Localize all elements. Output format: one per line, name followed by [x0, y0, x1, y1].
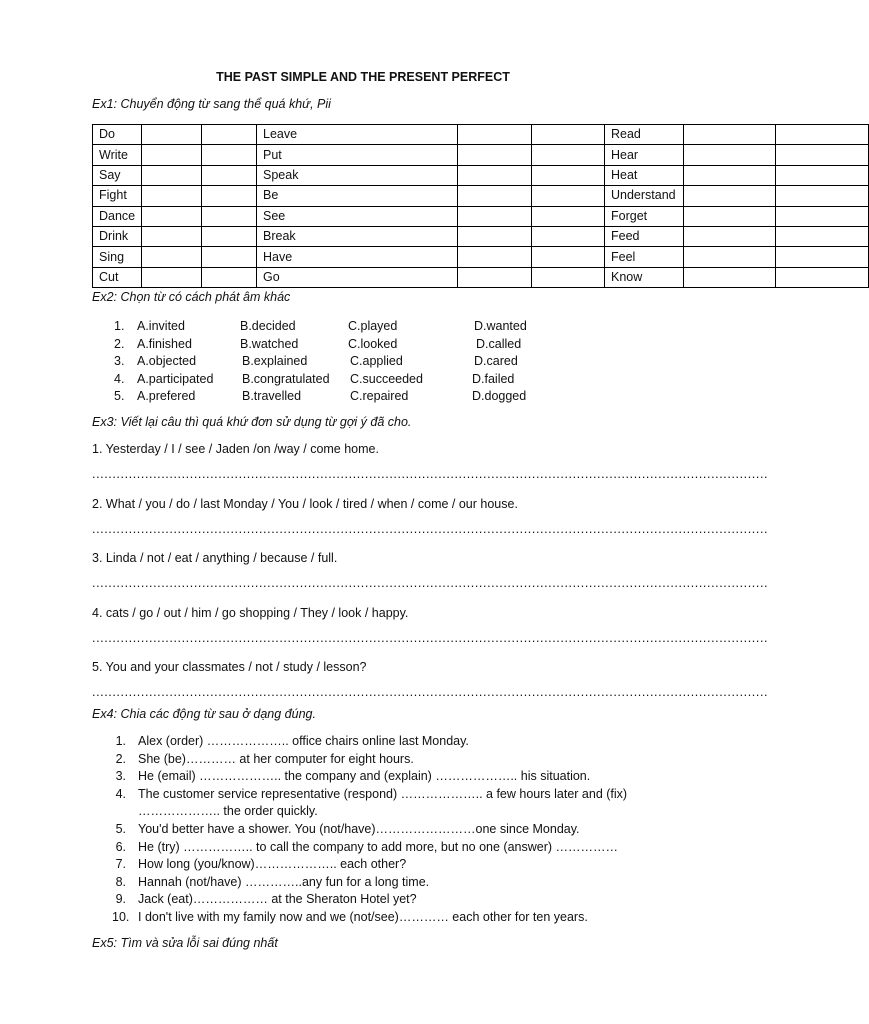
- verb-cell: Do: [93, 125, 142, 145]
- option-b[interactable]: B.travelled: [242, 389, 302, 404]
- past-participle-blank[interactable]: [532, 247, 605, 267]
- verb-table-row: [93, 165, 869, 185]
- past-participle-blank[interactable]: [776, 226, 869, 246]
- option-a[interactable]: A.invited: [137, 319, 185, 333]
- answer-line[interactable]: ......................................................................................................................................................................: [92, 467, 769, 481]
- past-form-blank[interactable]: [142, 247, 202, 267]
- option-c[interactable]: C.repaired: [350, 389, 409, 404]
- item-text: How long (you/know)……………….. each other?: [138, 857, 407, 872]
- verb-cell: Know: [605, 267, 684, 287]
- verb-cell: Break: [257, 226, 458, 246]
- past-participle-blank[interactable]: [532, 206, 605, 226]
- verb-cell: Leave: [257, 125, 458, 145]
- verb-table-row: [93, 145, 869, 165]
- item-text: ……………….. the order quickly.: [138, 804, 318, 819]
- verb-cell: Have: [257, 247, 458, 267]
- past-form-blank[interactable]: [684, 186, 776, 206]
- verb-table-row: [93, 206, 869, 226]
- answer-line[interactable]: ......................................................................................................................................................................: [92, 630, 769, 645]
- past-form-blank[interactable]: [142, 125, 202, 145]
- past-participle-blank[interactable]: [776, 186, 869, 206]
- item-number: 1.: [115, 734, 126, 748]
- option-a[interactable]: A.objected: [137, 354, 197, 369]
- past-form-blank[interactable]: [684, 247, 776, 267]
- ex4-heading: Ex4: Chia các động từ sau ở dạng đúng.: [92, 707, 316, 721]
- option-c[interactable]: C.played: [348, 319, 398, 333]
- option-d[interactable]: D.cared: [474, 354, 518, 369]
- past-participle-blank[interactable]: [202, 267, 257, 287]
- item-number: 4.: [115, 786, 126, 801]
- past-form-blank[interactable]: [458, 206, 532, 226]
- verb-cell: Say: [93, 165, 142, 185]
- page-title: THE PAST SIMPLE AND THE PRESENT PERFECT: [216, 70, 510, 84]
- past-participle-blank[interactable]: [202, 247, 257, 267]
- item-number: 8.: [115, 874, 126, 889]
- past-participle-blank[interactable]: [776, 165, 869, 185]
- option-b[interactable]: B.decided: [240, 319, 296, 333]
- past-participle-blank[interactable]: [202, 226, 257, 246]
- answer-line[interactable]: ......................................................................................................................................................................: [92, 685, 769, 699]
- verb-cell: Sing: [93, 247, 142, 267]
- verb-cell: See: [257, 206, 458, 226]
- item-text: Jack (eat)……………… at the Sheraton Hotel yet?: [138, 892, 417, 907]
- option-b[interactable]: B.explained: [242, 354, 308, 369]
- verb-table-row: [93, 267, 869, 287]
- past-participle-blank[interactable]: [532, 145, 605, 165]
- item-number: 5.: [114, 389, 125, 404]
- verb-cell: Put: [257, 145, 458, 165]
- verb-cell: Drink: [93, 226, 142, 246]
- item-text: She (be)………… at her computer for eight hours.: [138, 751, 414, 766]
- item-number: 4.: [114, 371, 125, 386]
- ex3-prompt: 4. cats / go / out / him / go shopping / They / look / happy.: [92, 605, 409, 620]
- item-text: Hannah (not/have) …………..any fun for a long time.: [138, 874, 430, 889]
- past-participle-blank[interactable]: [776, 125, 869, 145]
- item-number: 2.: [115, 751, 126, 766]
- verb-cell: Hear: [605, 145, 684, 165]
- past-form-blank[interactable]: [142, 267, 202, 287]
- past-form-blank[interactable]: [458, 226, 532, 246]
- past-form-blank[interactable]: [684, 206, 776, 226]
- past-participle-blank[interactable]: [202, 165, 257, 185]
- past-form-blank[interactable]: [142, 186, 202, 206]
- option-d[interactable]: D.called: [476, 336, 522, 351]
- item-number: 7.: [115, 857, 126, 872]
- past-participle-blank[interactable]: [202, 186, 257, 206]
- verb-cell: Feed: [605, 226, 684, 246]
- past-form-blank[interactable]: [142, 165, 202, 185]
- past-participle-blank[interactable]: [202, 145, 257, 165]
- verb-table-row: [93, 125, 869, 145]
- option-b[interactable]: B.congratulated: [242, 371, 330, 386]
- verb-cell: Go: [257, 267, 458, 287]
- past-form-blank[interactable]: [684, 226, 776, 246]
- past-form-blank[interactable]: [458, 186, 532, 206]
- option-a[interactable]: A.finished: [137, 336, 192, 351]
- verb-cell: Read: [605, 125, 684, 145]
- item-text: I don't live with my family now and we (not/see)………… each other for ten years.: [138, 910, 588, 924]
- past-form-blank[interactable]: [458, 247, 532, 267]
- ex5-heading: Ex5: Tìm và sửa lỗi sai đúng nhất: [92, 936, 278, 950]
- verb-cell: Cut: [93, 267, 142, 287]
- verb-cell: Heat: [605, 165, 684, 185]
- option-d[interactable]: D.dogged: [472, 389, 527, 404]
- item-number: 10.: [112, 910, 130, 924]
- verb-table-row: [93, 247, 869, 267]
- item-text: He (try) …………….. to call the company to add more, but no one (answer) ……………: [138, 839, 619, 854]
- ex3-prompt: 3. Linda / not / eat / anything / because / full.: [92, 551, 338, 565]
- verb-cell: Be: [257, 186, 458, 206]
- verb-cell: Understand: [605, 186, 684, 206]
- past-participle-blank[interactable]: [202, 125, 257, 145]
- item-number: 6.: [115, 839, 126, 854]
- verb-table: [92, 124, 869, 288]
- item-text: The customer service representative (respond) ……………….. a few hours later and (fix): [138, 786, 628, 801]
- past-form-blank[interactable]: [458, 267, 532, 287]
- past-form-blank[interactable]: [142, 226, 202, 246]
- past-participle-blank[interactable]: [532, 125, 605, 145]
- option-c[interactable]: C.looked: [348, 336, 398, 351]
- verb-table-row: [93, 226, 869, 246]
- past-participle-blank[interactable]: [776, 206, 869, 226]
- ex3-prompt: 2. What / you / do / last Monday / You / look / tired / when / come / our house.: [92, 496, 518, 511]
- verb-table-row: [93, 186, 869, 206]
- option-d[interactable]: D.failed: [472, 371, 515, 386]
- item-number: 3.: [115, 769, 126, 784]
- past-form-blank[interactable]: [458, 125, 532, 145]
- item-number: 9.: [115, 892, 126, 907]
- past-participle-blank[interactable]: [202, 206, 257, 226]
- verb-cell: Speak: [257, 165, 458, 185]
- past-participle-blank[interactable]: [776, 267, 869, 287]
- past-form-blank[interactable]: [142, 145, 202, 165]
- answer-line[interactable]: ......................................................................................................................................................................: [92, 521, 769, 536]
- past-participle-blank[interactable]: [776, 247, 869, 267]
- past-participle-blank[interactable]: [532, 226, 605, 246]
- option-d[interactable]: D.wanted: [474, 319, 527, 333]
- answer-line[interactable]: ......................................................................................................................................................................: [92, 576, 769, 590]
- verb-cell: Feel: [605, 247, 684, 267]
- option-a[interactable]: A.participated: [137, 371, 214, 386]
- past-participle-blank[interactable]: [532, 267, 605, 287]
- verb-cell: Forget: [605, 206, 684, 226]
- past-form-blank[interactable]: [684, 165, 776, 185]
- ex3-prompt: 5. You and your classmates / not / study / lesson?: [92, 660, 367, 674]
- past-form-blank[interactable]: [684, 267, 776, 287]
- ex3-prompt: 1. Yesterday / I / see / Jaden /on /way / come home.: [92, 442, 379, 456]
- past-participle-blank[interactable]: [532, 165, 605, 185]
- item-text: You'd better have a shower. You (not/have)……………………one since Monday.: [138, 822, 580, 836]
- option-c[interactable]: C.applied: [350, 354, 403, 369]
- past-participle-blank[interactable]: [532, 186, 605, 206]
- item-number: 5.: [115, 822, 126, 836]
- option-b[interactable]: B.watched: [240, 336, 299, 351]
- verb-cell: Dance: [93, 206, 142, 226]
- item-number: 2.: [114, 336, 125, 351]
- verb-cell: Write: [93, 145, 142, 165]
- past-participle-blank[interactable]: [776, 145, 869, 165]
- ex2-heading: Ex2: Chọn từ có cách phát âm khác: [92, 290, 291, 304]
- past-form-blank[interactable]: [684, 125, 776, 145]
- item-number: 1.: [114, 319, 125, 333]
- past-form-blank[interactable]: [458, 165, 532, 185]
- option-c[interactable]: C.succeeded: [350, 371, 423, 386]
- item-text: Alex (order) ……………….. office chairs online last Monday.: [138, 734, 469, 748]
- option-a[interactable]: A.prefered: [137, 389, 196, 404]
- past-form-blank[interactable]: [684, 145, 776, 165]
- ex3-heading: Ex3: Viết lại câu thì quá khứ đơn sử dụng từ gợi ý đã cho.: [92, 415, 412, 429]
- past-form-blank[interactable]: [142, 206, 202, 226]
- item-text: He (email) ……………….. the company and (explain) ……………….. his situation.: [138, 769, 591, 784]
- past-form-blank[interactable]: [458, 145, 532, 165]
- ex1-heading: Ex1: Chuyển động từ sang thể quá khứ, Pii: [92, 97, 331, 111]
- verb-cell: Fight: [93, 186, 142, 206]
- item-number: 3.: [114, 354, 125, 369]
